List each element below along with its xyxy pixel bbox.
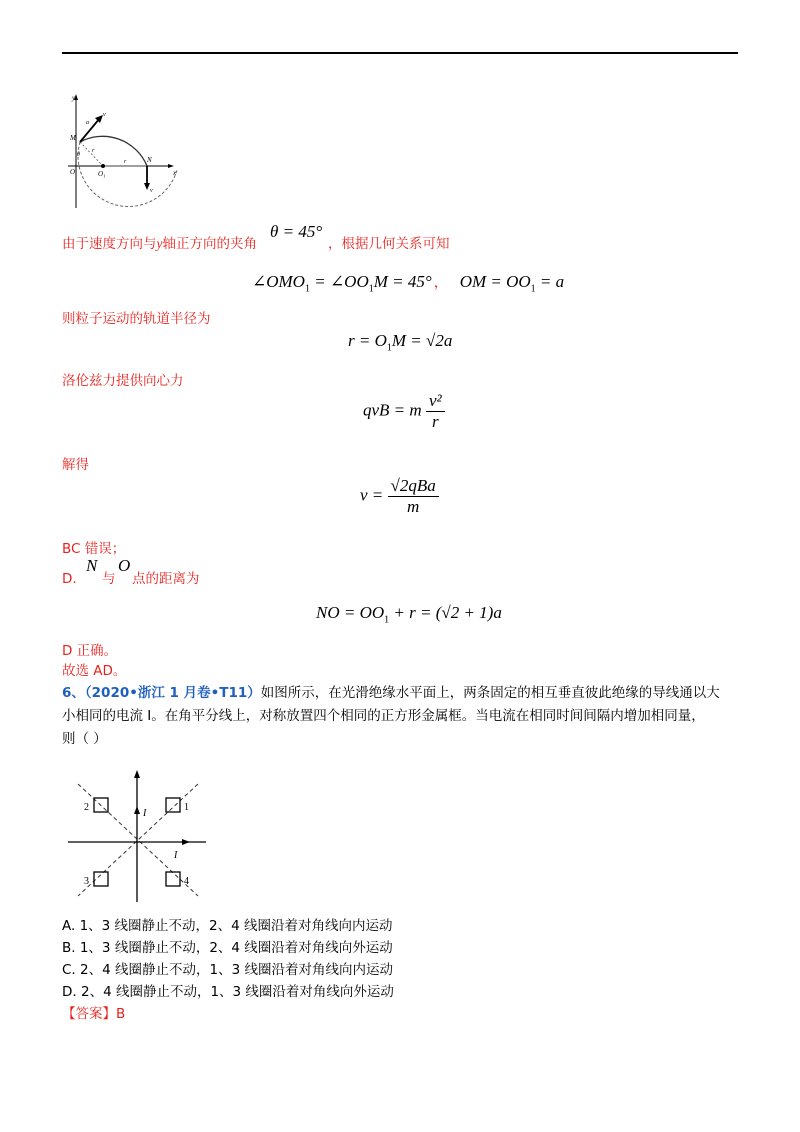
solution-line-3: 洛伦兹力提供向心力 [62,373,184,389]
solution-line-7: D 正确。 [62,643,118,659]
solution-line-4: 解得 [62,457,89,473]
subscript: 1 [530,283,536,295]
wire-loops-figure [66,766,210,906]
fraction [388,476,439,517]
question-text-3: 则（ ） [62,731,107,747]
option-a: A. 1、3 线圈静止不动，2、4 线圈沿着对角线向内运动 [62,918,393,934]
eq-part: M = √2a [391,331,453,350]
header-rule [62,52,738,54]
option-d: D. 2、4 线圈静止不动，1、3 线圈沿着对角线向外运动 [62,984,394,1000]
subscript: 1 [304,283,310,295]
solution-line-5: BC 错误； [62,541,126,557]
loop-2-label: 2 [84,802,89,813]
text-segment: 由于速度方向与 [62,236,157,252]
x-axis-label: x [173,169,177,177]
velocity-label-1: v [103,112,106,118]
numerator: v² [426,391,445,412]
eq-lhs: qvB = m [363,400,422,420]
circle-motion-figure [62,90,182,210]
loop-3-label: 3 [84,876,89,887]
y-axis-label: y [72,94,76,102]
velocity-equation [360,476,439,517]
velocity-label-2: v [150,188,153,194]
point-n-label: N [147,156,152,164]
subscript: 1 [384,614,390,626]
eq-part: r = O [348,331,387,350]
denominator: r [431,412,439,431]
loop-1-label: 1 [184,802,189,813]
option-b: B. 1、3 线圈静止不动，2、4 线圈沿着对角线向外运动 [62,940,393,956]
center-o1-label: O₁ [98,170,106,178]
radius-equation [348,331,452,353]
option-c: C. 2、4 线圈静止不动，1、3 线圈沿着对角线向内运动 [62,962,393,978]
eq-part: + r = (√2 + 1)a [389,603,502,622]
y-symbol: y [156,236,163,251]
radius-label-2: r [124,159,127,165]
solution-line-8: 故选 AD。 [62,663,127,679]
solution-line-6-start: D. [62,571,77,587]
eq-part: OM = OO [459,272,531,291]
loop-4-label: 4 [184,876,189,887]
fraction [426,391,445,432]
subscript: 1 [368,283,374,295]
point-m-label: M [70,134,76,142]
question-text-2: 小相同的电流 I。在角平分线上，对称放置四个相同的正方形金属框。当电流在相同时间间隔内增加相同量， [62,708,705,724]
theta-label: θ [77,152,80,158]
eq-part: NO = OO [316,603,385,622]
solution-line-1 [62,235,257,253]
eq-part: = a [535,272,565,291]
lorentz-equation [363,391,445,432]
distance-equation [316,603,502,625]
current-label-horizontal: I [174,850,178,861]
question-6 [62,683,752,703]
current-label-vertical: I [143,808,147,819]
solution-line-6-end: 点的距离为 [132,571,200,587]
eq-part: M = 45° [373,272,432,291]
text-segment: 轴正方向的夹角 [162,236,257,252]
theta-equation: θ = 45° [270,222,323,241]
eq-lhs: v = [360,485,384,505]
origin-label: O [70,168,76,176]
eq-part: ∠OMO [252,272,305,291]
solution-line-1-end: ，根据几何关系可知 [328,236,450,252]
question-source: （2020•浙江 1 月卷•T11） [84,685,261,701]
answer-line: 【答案】B [62,1006,126,1022]
question-number: 6、 [62,685,85,701]
numerator: √2qBa [388,476,439,497]
radius-label-1: r [92,148,95,154]
eq-part: = ∠OO [309,272,369,291]
solution-line-6-mid: 与 [102,571,116,587]
symbol-n: N [86,556,98,575]
solution-line-2: 则粒子运动的轨道半径为 [62,311,211,327]
angle-equation [252,272,564,294]
question-text-1: 如图所示，在光滑绝缘水平面上，两条固定的相互垂直彼此绝缘的导线通以大 [260,685,720,701]
subscript: 1 [386,342,392,354]
symbol-o: O [118,556,131,575]
denominator: m [407,497,420,516]
label-a: a [86,120,89,126]
separator: ， [433,275,448,291]
